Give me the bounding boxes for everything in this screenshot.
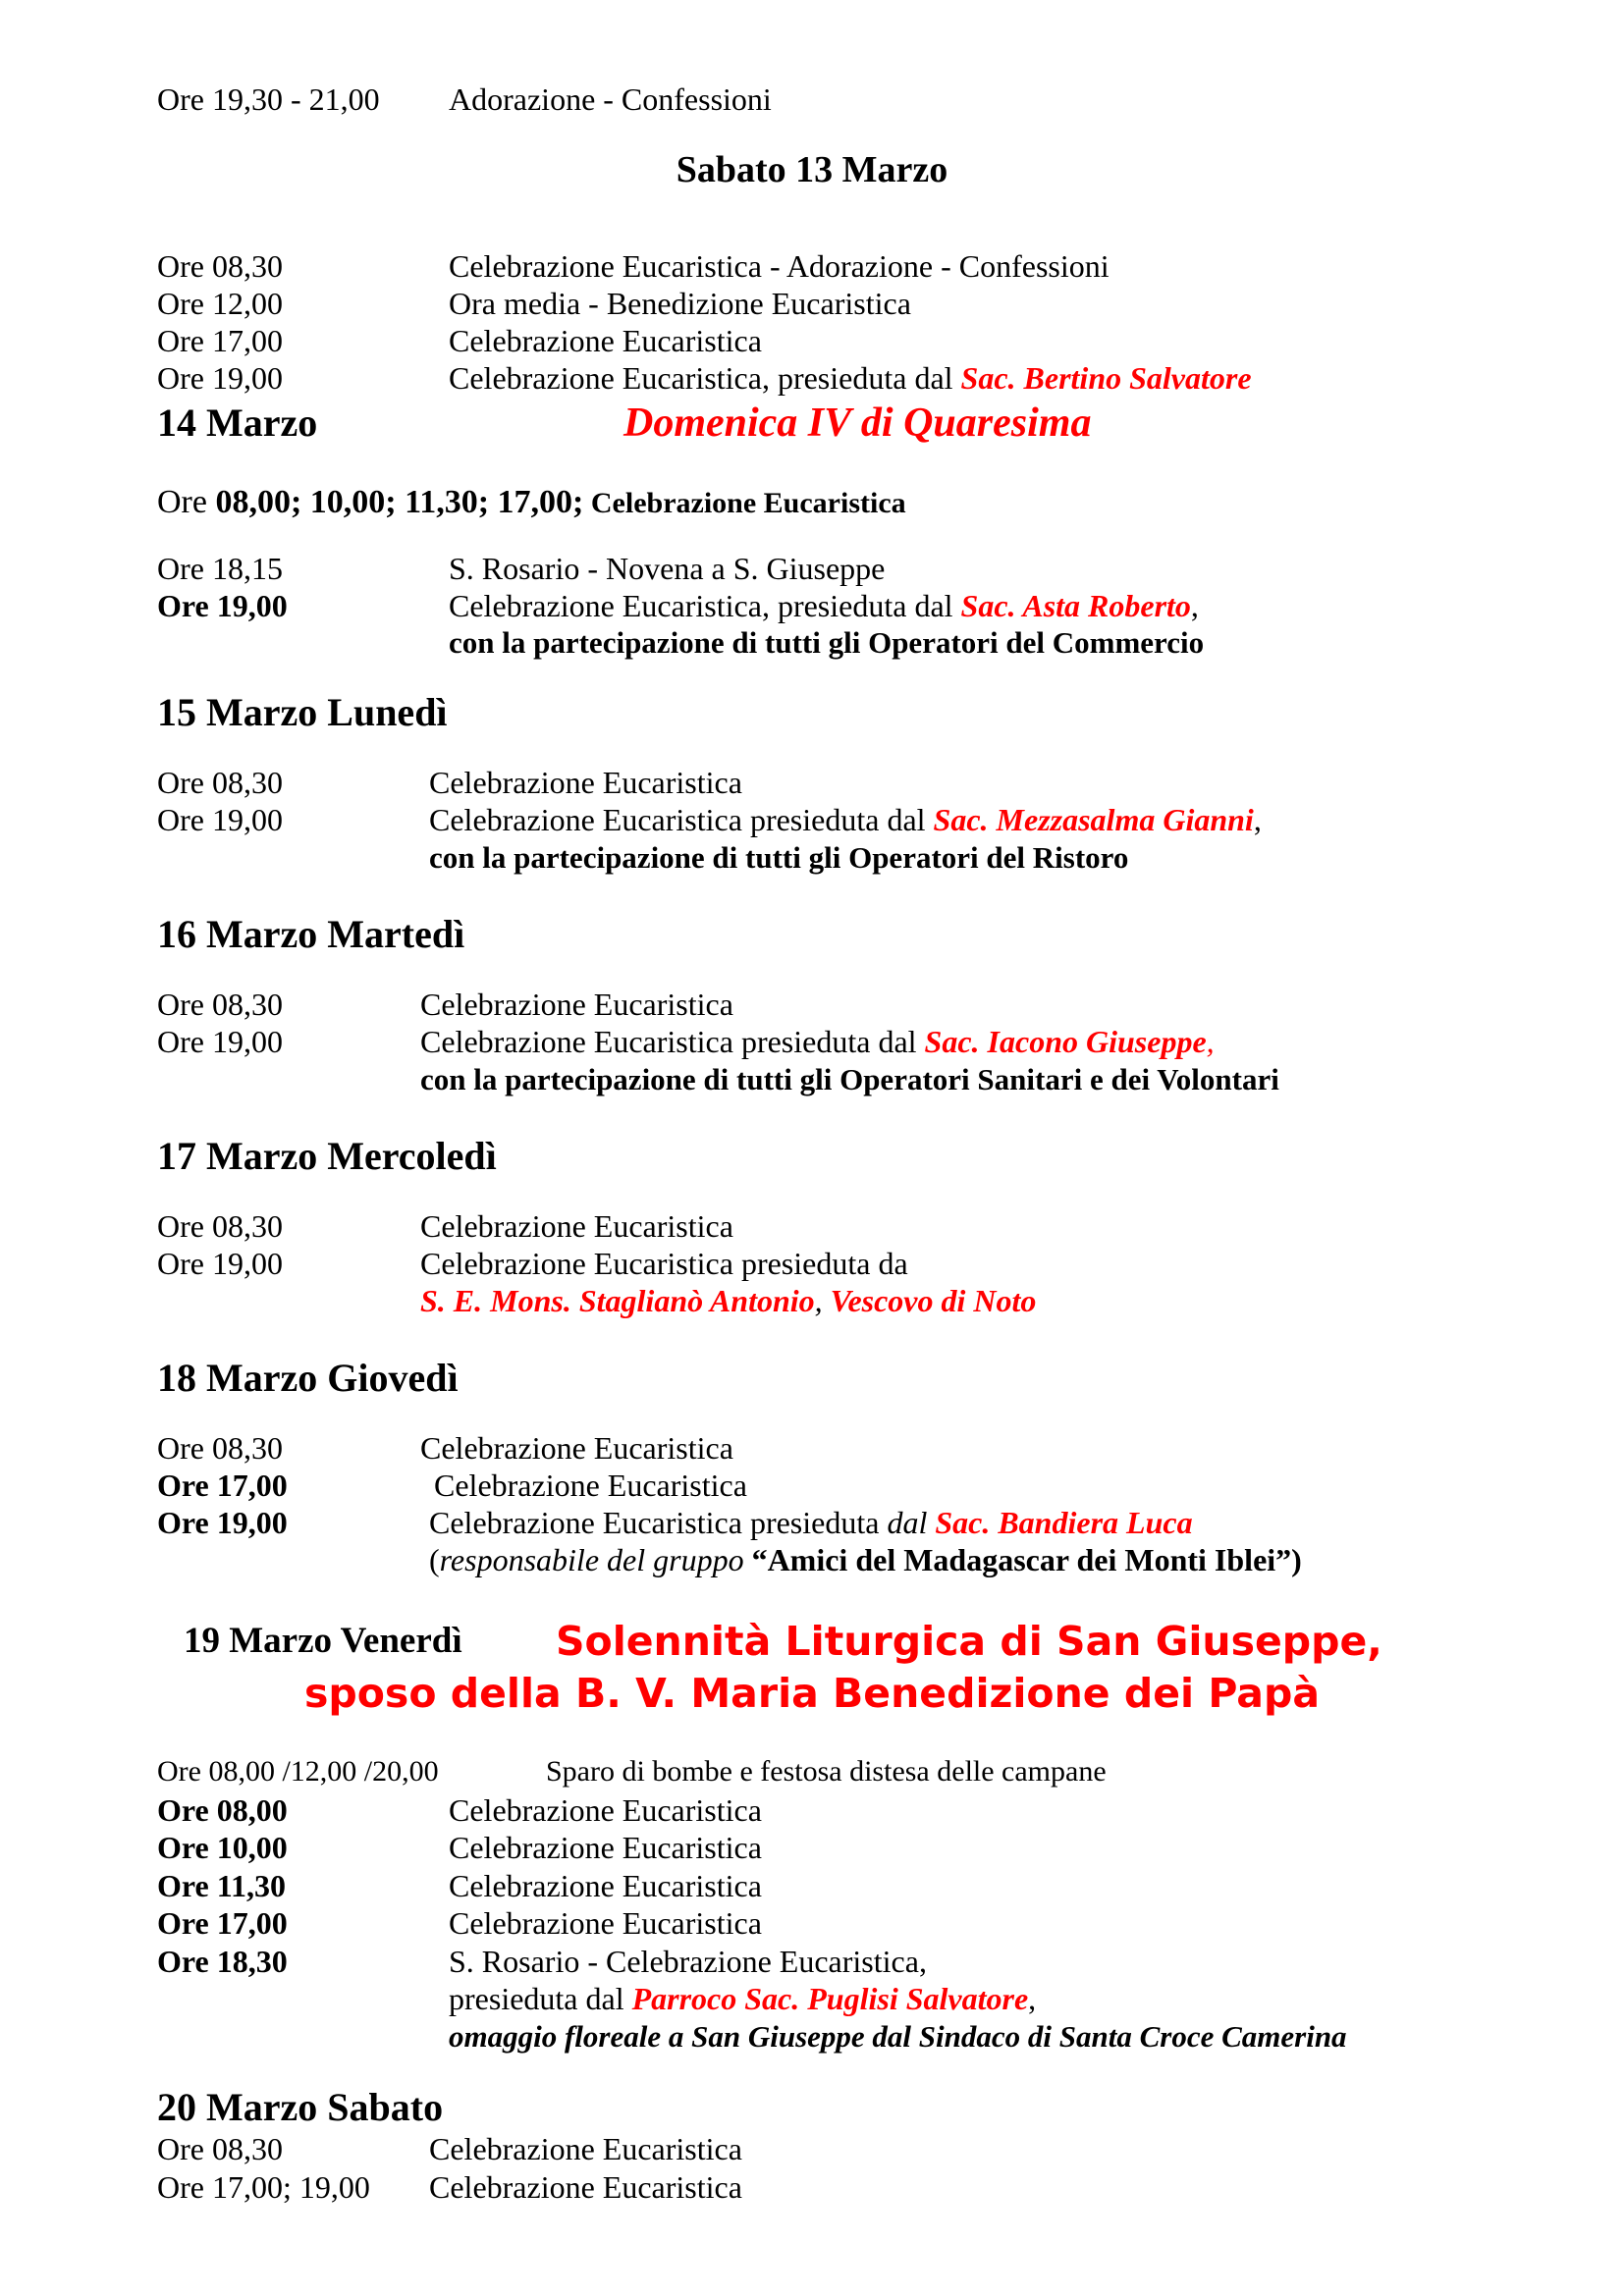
punct: , [1253, 802, 1262, 837]
time-label: Ore 08,30 [157, 987, 283, 1022]
time-label: Ore 08,00 [157, 1792, 288, 1828]
time-label: Ore 17,00 [157, 323, 283, 358]
event-text: Ora media - Benedizione Eucaristica [449, 286, 911, 321]
event-line [420, 1023, 1215, 1060]
event-note: con la partecipazione di tutti gli Operatori Sanitari e dei Volontari [420, 1062, 1279, 1096]
celebrant-name: Sac. Iacono Giuseppe [924, 1024, 1207, 1059]
time-label: Ore 12,00 [157, 286, 283, 321]
time-label: Ore 18,15 [157, 551, 283, 586]
time-label: Ore 08,00 /12,00 /20,00 [157, 1755, 439, 1788]
event-text: Adorazione - Confessioni [449, 81, 772, 117]
time-label: Ore 10,00 [157, 1830, 288, 1865]
section-title-lun15: 15 Marzo Lunedì [157, 690, 448, 734]
event-text: Celebrazione Eucaristica [449, 1830, 762, 1865]
event-text: Celebrazione Eucaristica [429, 2131, 742, 2166]
celebrant-name: Sac. Bandiera Luca [935, 1505, 1193, 1540]
event-line [449, 587, 1199, 624]
time-label: Ore 19,00 [157, 360, 283, 396]
masses-text: Celebrazione Eucaristica [583, 487, 906, 519]
event-text: S. Rosario - Novena a S. Giuseppe [449, 551, 886, 586]
event-text: S. Rosario - Celebrazione Eucaristica, [449, 1944, 927, 1979]
time-label: Ore 08,30 [157, 2131, 283, 2166]
time-label: Ore 19,00 [157, 802, 283, 837]
celebrant-role: Vescovo di Noto [822, 1283, 1037, 1318]
event-text: Celebrazione Eucaristica, presieduta dal [449, 588, 961, 623]
celebrant-line [420, 1282, 1036, 1319]
event-line [429, 801, 1262, 838]
masses-line [157, 484, 906, 522]
event-text: Celebrazione Eucaristica [449, 1868, 762, 1903]
time-label: Ore 08,30 [157, 1208, 283, 1244]
section-title-ven19-line2: sposo della B. V. Maria Benedizione dei Papà [304, 1670, 1320, 1717]
section-title-gio18: 18 Marzo Giovedì [157, 1356, 459, 1400]
celebrant-name: Sac. Mezzasalma Gianni [933, 802, 1254, 837]
time-label: Ore 19,00 [157, 1246, 283, 1281]
time-label: Ore 11,30 [157, 1868, 286, 1903]
section-title-sab13: Sabato 13 Marzo [676, 149, 948, 190]
note-italic: responsabile del gruppo [439, 1542, 752, 1577]
presider-line [449, 1980, 1036, 2017]
section-title-mer17: 17 Marzo Mercoledì [157, 1134, 497, 1178]
event-text: Celebrazione Eucaristica presieduta [429, 1505, 888, 1540]
time-label: Ore 19,00 [157, 588, 288, 623]
section-date-ven19: 19 Marzo Venerdì [184, 1621, 462, 1661]
event-text: Celebrazione Eucaristica [449, 1905, 762, 1941]
time-label: Ore 08,30 [157, 1430, 283, 1466]
celebrant-name: Parroco Sac. Puglisi Salvatore [631, 1981, 1029, 2016]
event-text: Celebrazione Eucaristica [420, 987, 733, 1022]
time-label: Ore 17,00 [157, 1468, 288, 1503]
event-text: Celebrazione Eucaristica presieduta dal [429, 802, 934, 837]
celebrant-name: Sac. Asta Roberto [960, 588, 1191, 623]
event-text: Celebrazione Eucaristica [429, 2169, 742, 2205]
celebrant-name: S. E. Mons. Staglianò Antonio [420, 1283, 815, 1318]
time-label: Ore 17,00; 19,00 [157, 2169, 370, 2205]
event-text: Celebrazione Eucaristica [420, 1430, 733, 1466]
celebrant-name: Sac. Bertino Salvatore [960, 360, 1252, 396]
event-text: Sparo di bombe e festosa distesa delle campane [546, 1755, 1107, 1788]
punct: , [1190, 588, 1199, 623]
event-line [429, 1504, 1193, 1541]
event-text: Celebrazione Eucaristica - Adorazione - Confessioni [449, 248, 1110, 284]
event-text: Celebrazione Eucaristica [449, 323, 762, 358]
event-line [449, 359, 1252, 397]
section-date-dom14: 14 Marzo [157, 400, 318, 445]
punct: , [814, 1283, 823, 1318]
punct: , [1028, 1981, 1037, 2016]
time-label: Ore 08,30 [157, 765, 283, 800]
punct: ( [429, 1542, 440, 1577]
omaggio-note: omaggio floreale a San Giuseppe dal Sindaco di Santa Croce Camerina [449, 2019, 1347, 2054]
time-label: Ore 19,00 [157, 1024, 283, 1059]
event-text: Celebrazione Eucaristica [420, 1208, 733, 1244]
note-bold: “Amici del Madagascar dei Monti Iblei”) [751, 1542, 1302, 1577]
time-label: Ore 19,30 - 21,00 [157, 81, 380, 117]
event-text: Celebrazione Eucaristica [429, 765, 742, 800]
event-text: Celebrazione Eucaristica [434, 1468, 747, 1503]
masses-times: 08,00; 10,00; 11,30; 17,00; [215, 484, 584, 520]
time-label: Ore 08,30 [157, 248, 283, 284]
section-title-mar16: 16 Marzo Martedì [157, 912, 465, 956]
event-text: Celebrazione Eucaristica, presieduta dal [449, 360, 961, 396]
time-label: Ore 17,00 [157, 1905, 288, 1941]
section-title-dom14: Domenica IV di Quaresima [623, 400, 1092, 446]
time-label: Ore 18,30 [157, 1944, 288, 1979]
punct: , [1206, 1024, 1215, 1059]
event-note: con la partecipazione di tutti gli Operatori del Commercio [449, 625, 1205, 660]
event-text: Celebrazione Eucaristica presieduta da [420, 1246, 908, 1281]
masses-prefix: Ore [157, 484, 216, 520]
event-text: presieduta dal [449, 1981, 632, 2016]
event-note: con la partecipazione di tutti gli Operatori del Ristoro [429, 840, 1129, 875]
event-text: Celebrazione Eucaristica [449, 1792, 762, 1828]
section-title-ven19-line1: Solennità Liturgica di San Giuseppe, [556, 1618, 1382, 1665]
time-label: Ore 19,00 [157, 1505, 288, 1540]
section-title-sab20: 20 Marzo Sabato [157, 2085, 444, 2129]
event-text-italic: dal [887, 1505, 936, 1540]
event-note-line [429, 1541, 1302, 1578]
event-text: Celebrazione Eucaristica presieduta dal [420, 1024, 925, 1059]
